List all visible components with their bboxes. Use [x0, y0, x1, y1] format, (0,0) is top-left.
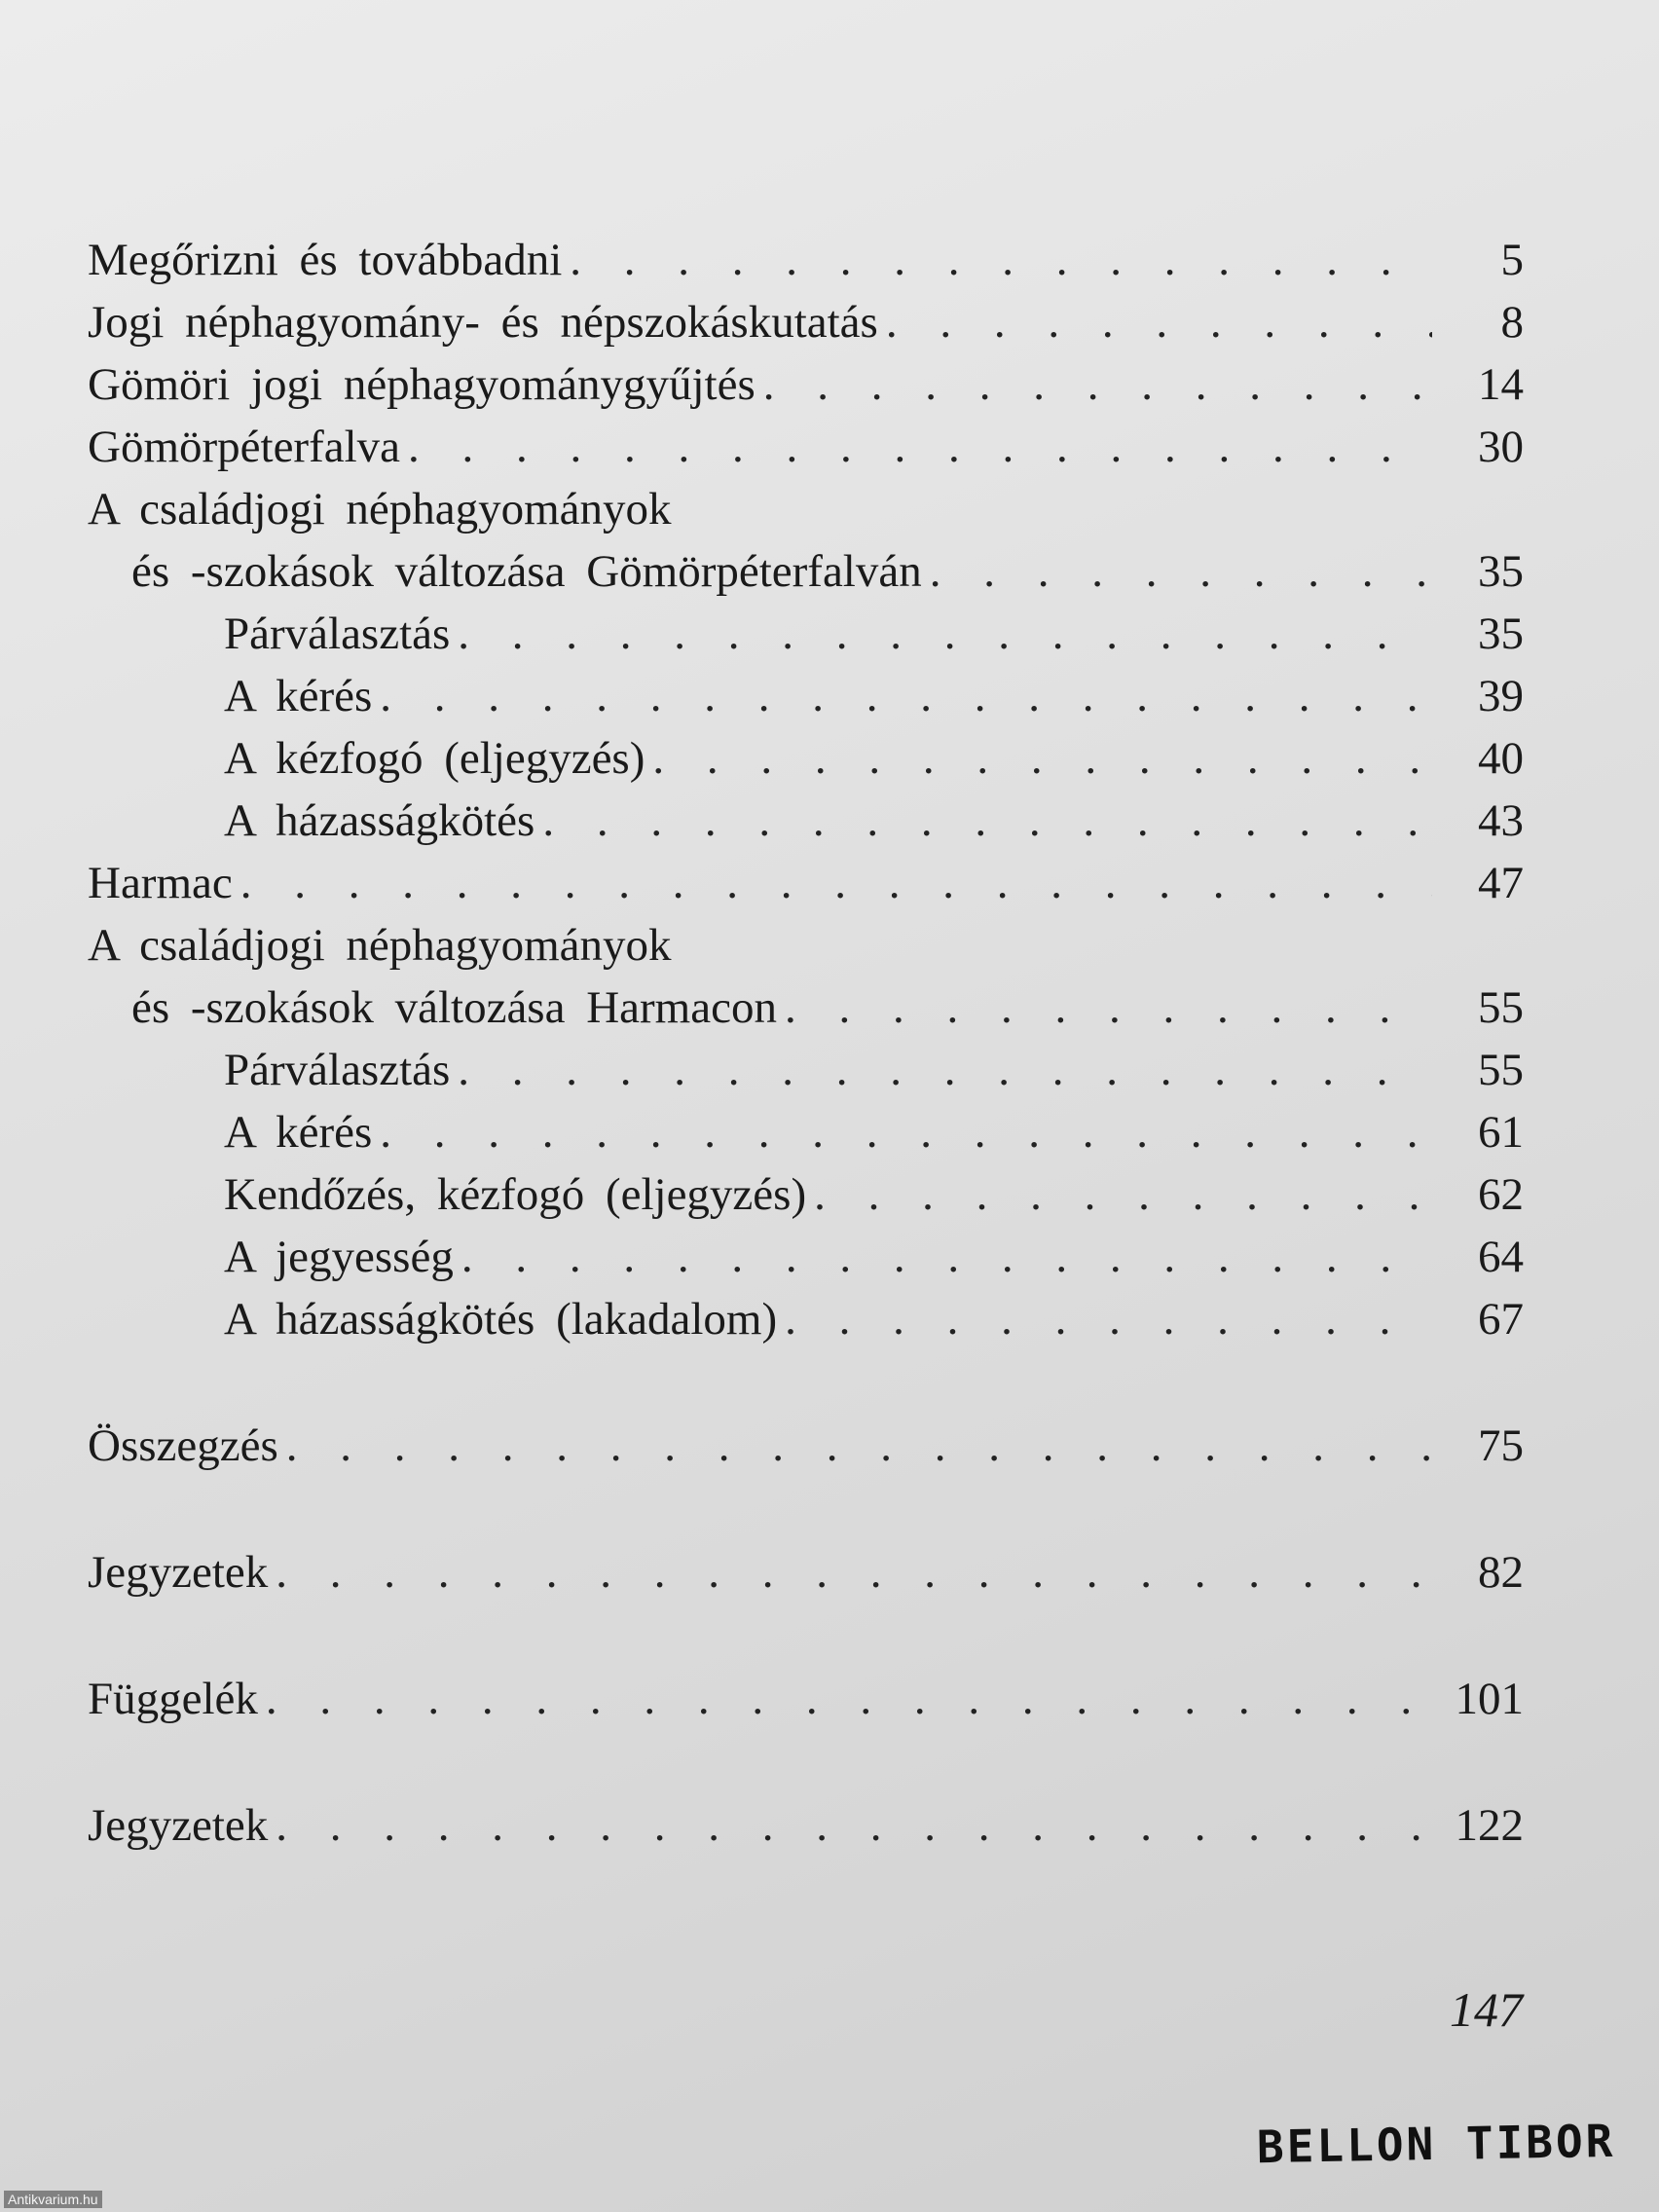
dot-leader [652, 727, 1432, 790]
toc-entry-title: Gömöri jogi néphagyománygyűjtés [88, 359, 756, 410]
dot-leader [785, 1288, 1432, 1350]
toc-entry [88, 1541, 1524, 1604]
toc-entry-title: Gömörpéterfalva [88, 422, 401, 472]
toc-entry-page: 64 [1478, 1232, 1524, 1282]
toc-entry-page: 82 [1478, 1547, 1524, 1598]
section-gap [88, 1477, 1524, 1541]
dot-leader [266, 1668, 1432, 1730]
toc-entry-title: Jegyzetek [88, 1547, 269, 1598]
toc-entry-title: Megőrizni és továbbadni [88, 235, 563, 285]
toc-entry-title: A kérés [224, 1107, 373, 1158]
toc-entry [88, 229, 1524, 291]
dot-leader [276, 1541, 1432, 1604]
toc-entry-page: 5 [1500, 235, 1524, 285]
dot-leader [542, 790, 1432, 852]
dot-leader [930, 540, 1432, 603]
toc-entry-page: 55 [1478, 1045, 1524, 1095]
dot-leader [785, 977, 1432, 1039]
toc-entry [88, 977, 1524, 1039]
toc-entry [88, 727, 1524, 790]
section-gap [88, 1604, 1524, 1668]
toc-entry [88, 665, 1524, 727]
dot-leader [286, 1415, 1432, 1477]
toc-entry-title: Párválasztás [224, 1045, 451, 1095]
toc-entry-page: 8 [1500, 297, 1524, 348]
toc-entry [88, 1668, 1524, 1730]
toc-entry-title: A házasságkötés [224, 795, 535, 846]
toc-entry [88, 540, 1524, 603]
toc-entry [88, 790, 1524, 852]
toc-entry-page: 47 [1478, 858, 1524, 908]
toc-entry [88, 291, 1524, 353]
toc-entry [88, 1226, 1524, 1288]
toc-entry-page: 101 [1455, 1674, 1524, 1724]
toc-entry [88, 852, 1524, 914]
dot-leader [380, 1101, 1432, 1163]
toc-entry-title: és -szokások változása Harmacon [131, 982, 777, 1033]
site-watermark: Antikvarium.hu [4, 2191, 102, 2208]
toc-entry-title: Harmac [88, 858, 233, 908]
toc-entry [88, 416, 1524, 478]
dot-leader [458, 603, 1432, 665]
dot-leader [570, 229, 1432, 291]
toc-entry [88, 478, 1524, 540]
toc-entry-page: 35 [1478, 608, 1524, 659]
dot-leader [814, 1163, 1432, 1226]
toc-entry-page: 67 [1478, 1294, 1524, 1345]
dot-leader [408, 416, 1432, 478]
toc-entry-title: Kendőzés, kézfogó (eljegyzés) [224, 1169, 807, 1220]
toc-entry-page: 55 [1478, 982, 1524, 1033]
toc-entry-page: 62 [1478, 1169, 1524, 1220]
dot-leader [240, 852, 1432, 914]
toc-entry-title: A kézfogó (eljegyzés) [224, 733, 645, 784]
toc-entry-page: 39 [1478, 671, 1524, 721]
toc-entry-page: 14 [1478, 359, 1524, 410]
toc-entry [88, 1101, 1524, 1163]
toc-entry-title: A házasságkötés (lakadalom) [224, 1294, 778, 1345]
dot-leader [461, 1226, 1432, 1288]
owner-stamp: BELLON TIBOR [1256, 2114, 1616, 2174]
toc-entry-title: Függelék [88, 1674, 258, 1724]
toc-entry-title: A jegyesség [224, 1232, 454, 1282]
toc-entry-page: 40 [1478, 733, 1524, 784]
section-gap [88, 1350, 1524, 1415]
toc-entry [88, 1039, 1524, 1101]
section-gap [88, 1730, 1524, 1794]
toc-entry-title: Párválasztás [224, 608, 451, 659]
toc-entry-title: A családjogi néphagyományok [88, 920, 672, 971]
toc-entry-title: Jogi néphagyomány- és népszokáskutatás [88, 297, 878, 348]
toc-entry-page: 30 [1478, 422, 1524, 472]
page-number: 147 [1450, 1982, 1523, 2037]
dot-leader [763, 353, 1432, 416]
toc-entry [88, 353, 1524, 416]
toc-entry-page: 122 [1455, 1800, 1524, 1851]
toc-entry-title: Összegzés [88, 1420, 278, 1471]
toc-entry [88, 603, 1524, 665]
dot-leader [458, 1039, 1432, 1101]
dot-leader [276, 1794, 1432, 1857]
toc-entry [88, 914, 1524, 977]
toc-entry-page: 75 [1478, 1420, 1524, 1471]
toc-entry-title: Jegyzetek [88, 1800, 269, 1851]
toc-entry [88, 1288, 1524, 1350]
dot-leader [380, 665, 1432, 727]
toc-entry [88, 1794, 1524, 1857]
toc-entry-page: 61 [1478, 1107, 1524, 1158]
table-of-contents [88, 229, 1524, 1857]
toc-entry-title: A családjogi néphagyományok [88, 484, 672, 535]
toc-entry-title: és -szokások változása Gömörpéterfalván [131, 546, 922, 597]
toc-entry [88, 1163, 1524, 1226]
toc-entry-title: A kérés [224, 671, 373, 721]
toc-entry [88, 1415, 1524, 1477]
toc-entry-page: 43 [1478, 795, 1524, 846]
toc-entry-page: 35 [1478, 546, 1524, 597]
dot-leader [886, 291, 1432, 353]
